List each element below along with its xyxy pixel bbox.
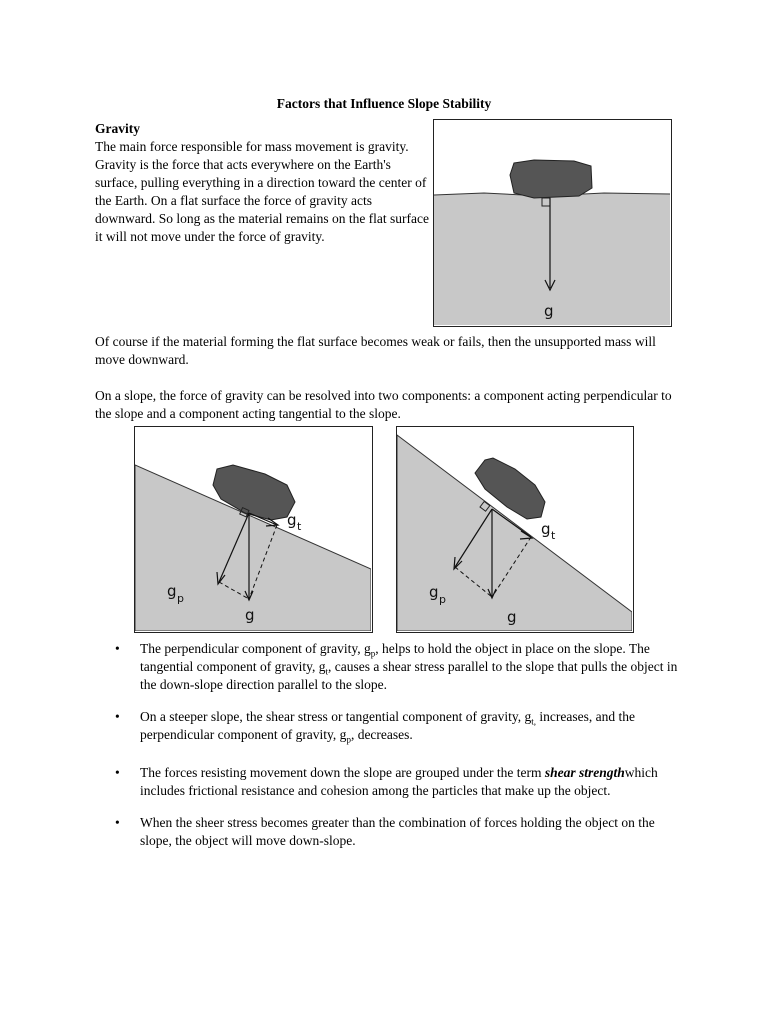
gravity-label: g <box>544 302 554 320</box>
gentle-slope-figure <box>134 426 373 633</box>
g-label: g <box>245 606 255 624</box>
gravity-heading: Gravity <box>95 121 140 136</box>
g-label: g <box>507 608 517 626</box>
gt-label: g <box>541 520 551 538</box>
paragraph-3: On a slope, the force of gravity can be resolved into two components: a component acting perpendicular to the slope and a component acting tangential to the slope. <box>95 388 672 421</box>
bullet-steeper-slope: • On a steeper slope, the shear stress or tangential component of gravity, $g_{t,}$ increases, and the perpendicular component of gravity, $g_p$, decreases. <box>95 708 685 744</box>
flat-surface-figure <box>433 119 672 327</box>
gp-label-sub: p <box>439 593 446 606</box>
steep-slope-ground <box>397 435 632 631</box>
gravity-section <box>95 120 435 246</box>
shear-strength-term: shear strength <box>544 765 625 780</box>
gt-label: g <box>287 511 297 529</box>
bullet-list <box>95 640 685 850</box>
bullet-shear-strength: • The forces resisting movement down the slope are grouped under the term shear strengthwhich includes frictional resistance and cohesion among the particles that make up the object. <box>95 764 685 800</box>
gt-label-sub: t <box>551 529 556 542</box>
paragraph-2: Of course if the material forming the flat surface becomes weak or fails, then the unsupported mass will move downward. <box>95 334 656 367</box>
page-title: Factors that Influence Slope Stability <box>276 96 492 111</box>
flat-rock <box>510 160 592 198</box>
gravity-text: The main force responsible for mass movement is gravity. Gravity is the force that acts everywhere on the Earth's surface, pulling everything in a direction toward the center of the Earth. On a flat surface the force of gravity acts downward. So long as the material remains on the flat surface it will not move under the force of gravity. <box>95 139 430 244</box>
gp-label: g <box>167 582 177 600</box>
bullet-perpendicular-component: • The perpendicular component of gravity, $g_p$, helps to hold the object in place on the slope. The tangential component of gravity, $g_t$, causes a shear stress parallel to the slope that pulls the object in the down-slope direction parallel to the slope. <box>95 640 685 694</box>
gp-label: g <box>429 583 439 601</box>
steep-slope-figure <box>396 426 634 633</box>
gp-label-sub: p <box>177 592 184 605</box>
bullet-movement-condition: • When the sheer stress becomes greater than the combination of forces holding the object on the slope, the object will move down-slope. <box>95 814 685 850</box>
gt-label-sub: t <box>297 520 302 533</box>
